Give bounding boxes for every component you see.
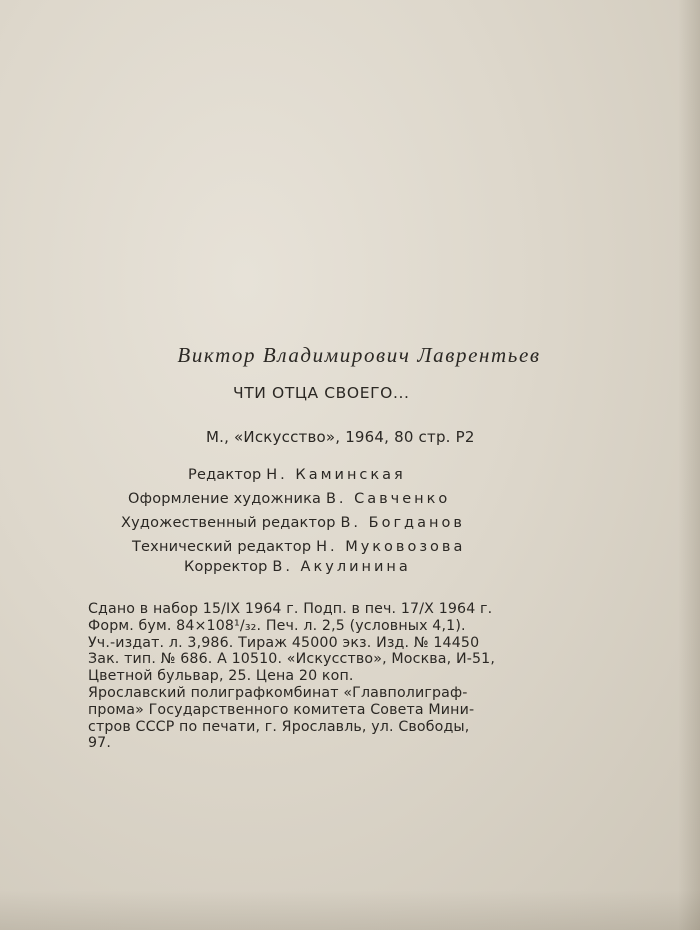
imprint-line: Зак. тип. № 686. А 10510. «Искусство», Москва, И-51,: [88, 651, 496, 668]
credit-person: Н. Муковозова: [316, 539, 466, 555]
author-name: Виктор Владимирович Лаврентьев: [177, 343, 541, 367]
publisher-line: М., «Искусство», 1964, 80 стр. Р2: [206, 428, 475, 446]
credit-role: Корректор: [184, 559, 268, 575]
imprint-line: Сдано в набор 15/IX 1964 г. Подп. в печ. 17/X 1964 г.: [88, 601, 493, 617]
imprint-line: Уч.-издат. л. 3,986. Тираж 45000 экз. Изд. № 14450: [88, 634, 480, 651]
book-title: ЧТИ ОТЦА СВОЕГО...: [233, 384, 410, 402]
credit-person: Н. Каминская: [266, 467, 406, 483]
imprint-line: 97.: [88, 735, 112, 752]
credit-tech-editor: [132, 539, 465, 555]
credit-person: В. Савченко: [325, 491, 451, 507]
credit-role: Художественный редактор: [121, 515, 336, 531]
page-bottom-shadow: [0, 890, 700, 930]
credit-art-editor: [121, 515, 465, 531]
imprint-line: стров СССР по печати, г. Ярославль, ул. Свободы,: [88, 718, 470, 735]
page-edge-shadow: [678, 0, 700, 930]
imprint-line: Ярославский полиграфкомбинат «Главполиграф-: [88, 684, 468, 701]
imprint-line: прома» Государственного комитета Совета Мини-: [88, 701, 475, 718]
imprint-line: Цветной бульвар, 25. Цена 20 коп.: [88, 668, 354, 685]
credit-editor: [188, 467, 406, 483]
credit-role: Редактор: [188, 467, 262, 483]
credit-person: В. Акулинина: [272, 559, 411, 575]
credit-role: Технический редактор: [132, 539, 312, 555]
credit-person: В. Богданов: [340, 515, 465, 531]
credit-proofreader: [184, 559, 411, 575]
credit-role: Оформление художника: [128, 491, 322, 507]
imprint-block: [88, 601, 495, 752]
credit-designer: [128, 491, 450, 507]
imprint-line: Форм. бум. 84×108¹/₃₂. Печ. л. 2,5 (условных 4,1).: [88, 617, 466, 634]
